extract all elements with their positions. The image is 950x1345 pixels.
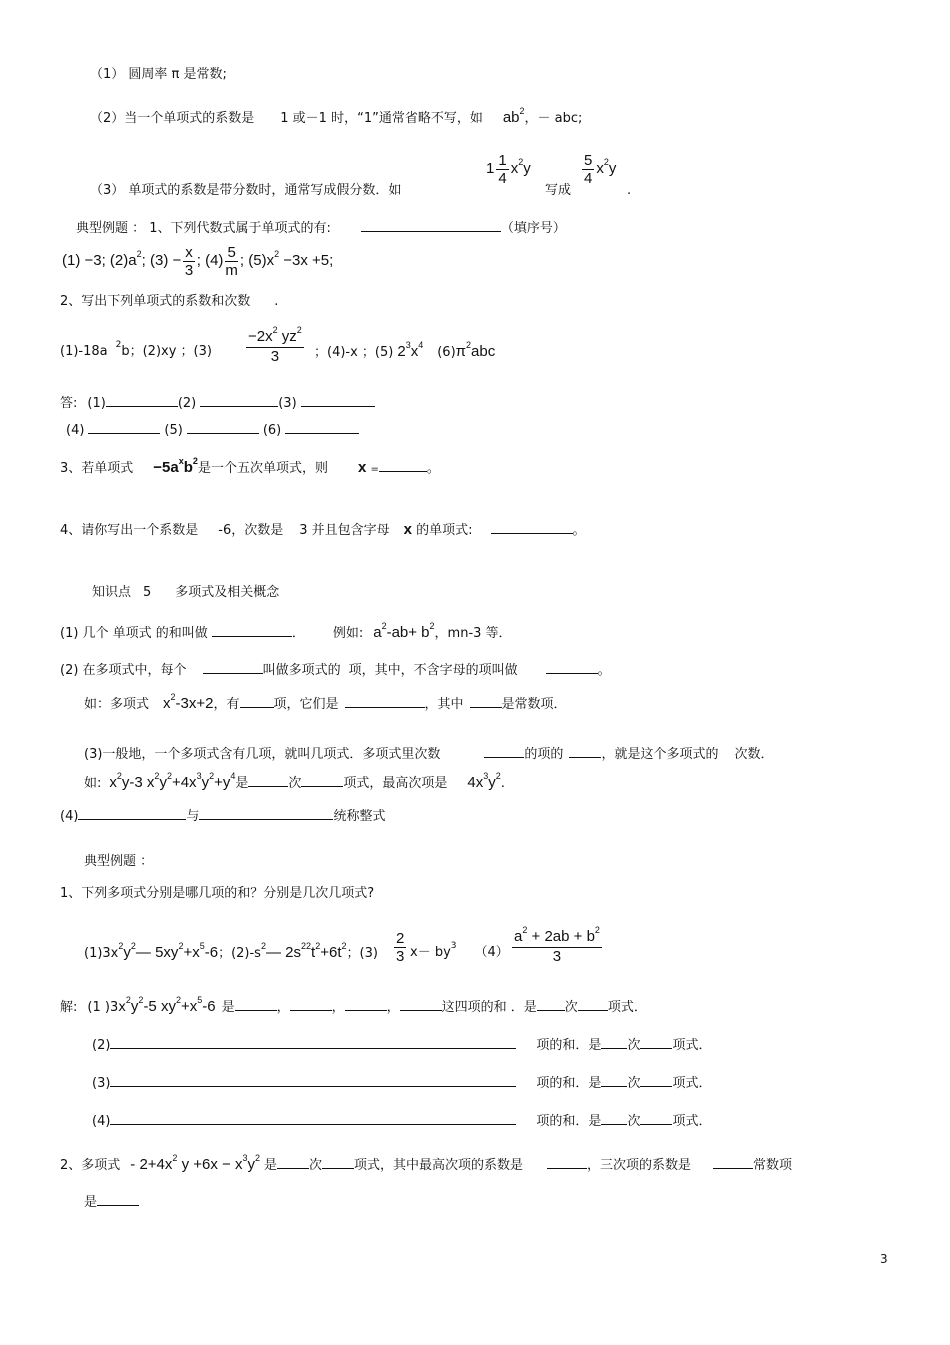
example-4: 4、请你写出一个系数是 -6，次数是 3 并且包含字母 x 的单项式: 。 [60,521,586,538]
solution-1-prefix: (1 )3x [87,1000,126,1015]
poly-def-2-example: 如：多项式 $x^2-3x+2$，有 项，它们是 ，其中 是常数项． [84,692,567,712]
poly-2-text-b: 叫做多项式的 [262,663,341,678]
example-5-items: $(1)3x^2y^2—$ $5xy^2+x^5-6$；$(2)-s^2—$ $2s^{22}t^2+6t^2$；(3) [84,941,378,961]
poly-1-end: ，mn-3 等． [434,626,512,641]
solution-row-4 [92,1110,711,1131]
example-4-text-a: 4、请你写出一个系数是 [60,523,199,538]
q2-text-a: 2、多项式 [60,1158,121,1173]
poly-3e-text-d: 项式，最高次项是 [343,776,448,791]
poly-2-text-c: 项，其中，不含字母的项叫做 [348,663,518,678]
answer-5-blank[interactable] [187,419,259,434]
solution-1-is: 是 [221,1000,235,1015]
poly-2e-text-d: ，其中 [424,697,464,712]
example-ab2: $ab^2$ [502,106,525,126]
poly-3-text-d: 次数． [734,747,774,762]
poly-def-4 [60,805,385,826]
example-2-title-text: 2、写出下列单项式的系数和次数 [60,294,251,309]
sol-3-blank-terms[interactable] [640,1072,672,1087]
page-number: 3 [880,1252,888,1266]
q2-text-c: 次 [309,1158,323,1173]
solution-row-4-label: (4) [92,1114,111,1129]
kp-title: 多项式及相关概念 [175,585,280,600]
sol-3-end: 项式． [672,1076,712,1091]
example-2-items: (1)-18a $^2$b；(2)xy ；(3) [60,340,212,359]
q1-item-4-fraction: $\frac{a^2 + 2ab + b^2}{3}$ [514,925,600,965]
q2-blank-degree[interactable] [277,1154,309,1169]
answer-4-label: (4) [66,423,85,438]
sol-3-ci: 次 [627,1076,641,1091]
poly-2e-text-c: 项，它们是 [273,697,339,712]
answer-4-blank[interactable] [88,419,160,434]
poly-4-text-a: (4) [60,809,79,824]
example-1-items: (1) −3; $(2)a^2$; (3) − $\frac{x}{3}$ ; (4) $\frac{5}{m}$ ; $(5)x^2 -3x +5$; [62,244,334,279]
poly-def-3 [84,743,773,764]
sol-4-blank-degree[interactable] [601,1110,627,1125]
example-3: 3、若单项式 $-5a^xb^2$是一个五次单项式，则 x = 。 [60,456,440,476]
example-4-blank[interactable] [491,519,573,534]
example-4-text-b: -6，次数是 [218,523,284,538]
solution-row-2-label: (2) [92,1038,111,1053]
fill-order-hint: （填序号） [500,221,566,236]
poly-4-blank-1[interactable] [78,805,186,820]
poly-1-blank[interactable] [212,622,292,637]
solution-1-ci: 次 [564,1000,578,1015]
poly-3e-blank-2[interactable] [301,772,343,787]
q2-text-d: 项式，其中最高次项的系数是 [354,1158,524,1173]
sol-2-mid: 项的和．是 [536,1038,602,1053]
poly-4-blank-2[interactable] [199,805,333,820]
sol-4-blank-terms[interactable] [640,1110,672,1125]
sol-2-end: 项式． [672,1038,712,1053]
poly-2e-blank-3[interactable] [470,693,502,708]
poly-2-text-a: (2) 在多项式中，每个 [60,663,187,678]
example-4-text-d: 的单项式: [416,523,473,538]
solution-row-2 [92,1034,711,1055]
sol-1-blank-c[interactable] [345,996,387,1011]
solution-1-text: 这四项的和 ．是 [441,1000,537,1015]
answer-2-blank[interactable] [200,392,278,407]
sol-2-blank-terms[interactable] [640,1034,672,1049]
solution-label: 解: [60,1000,78,1015]
knowledge-point-5 [92,584,279,602]
poly-1-dot: ． [291,626,305,641]
poly-def-1: (1) 几个 单项式 的和叫做 ． 例如: $a^2-ab+ b^2$，mn-3 等． [60,621,512,641]
q1-item-2-prefix: ；(2)-s [218,946,261,961]
example-3-text-b: 是一个五次单项式，则 [197,461,328,476]
q1-item-3-text: x－ by [410,945,451,960]
poly-3-text-b: 的项的 [524,747,564,762]
q1-item-1-prefix: (1)3x [84,946,119,961]
item-6: (6) [437,345,456,360]
note-3-part-a: （3） 单项式的系数是带分数时，通常写成假分数．如 [90,183,402,198]
answer-1-label: (1) [87,396,106,411]
sol-2-ci: 次 [627,1038,641,1053]
sol-2-blank-degree[interactable] [601,1034,627,1049]
q2-text-e: ，三次项的系数是 [587,1158,692,1173]
q1-item-3-fraction: $\frac{2}{3}$ [396,930,405,965]
example-4-end: 。 [572,523,586,538]
answer-blank[interactable] [361,217,501,232]
note-mixed-number [90,182,401,200]
answer-6-blank[interactable] [285,419,359,434]
q1-item-3-prefix: ；(3) [346,946,378,961]
sol-3-blank-degree[interactable] [601,1072,627,1087]
sol-4-mid: 项的和．是 [536,1114,602,1129]
q2-text-g: 是 [84,1195,98,1210]
poly-3-blank-2[interactable] [569,743,601,758]
sol-1-blank-b[interactable] [290,996,332,1011]
mixed-fraction-example: 1 $\frac{1}{4}$ $x^2y$ [486,152,531,187]
note-2-part-a: （2）当一个单项式的系数是 [90,111,255,126]
solution-row-3-label: (3) [92,1076,111,1091]
answer-3-label: (3) [278,396,297,411]
poly-3e-text-b: 是 [235,776,249,791]
item-1: (1)-18a [60,344,108,359]
q1-item-4-prefix: （4） [474,945,509,960]
note-pi-constant: （1） 圆周率 π 是常数; [90,67,227,82]
sol-3-mid: 项的和．是 [536,1076,602,1091]
item-4-5: ；(4)-x ；(5) [314,345,394,360]
example-1-title [76,217,566,238]
poly-3-text-a: (3)一般地，一个多项式含有几项，就叫几项式．多项式里次数 [84,747,441,762]
example-5-title: 典型例题 ： [84,854,154,869]
q2-blank-coef-high[interactable] [547,1154,587,1169]
poly-2e-text-a: 如：多项式 [84,697,150,712]
item-2-3: b；(2)xy ；(3) [121,344,212,359]
sol-3-blank[interactable] [110,1072,516,1087]
example-5-question-1: 1、下列多项式分别是哪几项的和？分别是几次几项式? [60,886,375,901]
poly-def-3-example: 如: $x^2y-3$ $x^2y^2+4x^3y^2+y^4$是 次 项式，最高次项是 $4x^3y^2$. [84,771,505,791]
poly-2e-blank-1[interactable] [240,693,274,708]
example-2-answers-row2 [66,419,359,440]
poly-4-text-b: 与 [186,809,200,824]
example-2-answers-row1 [60,392,375,413]
poly-3-text-c: ，就是这个多项式的 [601,747,719,762]
poly-3-blank-1[interactable] [484,743,524,758]
answer-5-label: (5) [164,423,183,438]
kp-number: 5 [143,585,152,600]
note-2-part-c: ，－ abc; [524,111,583,126]
sol-4-ci: 次 [627,1114,641,1129]
sol-2-blank[interactable] [110,1034,516,1049]
q1-item-3-rest: $x- by^3$ （4） [410,941,509,960]
poly-def-2 [60,659,611,680]
poly-2e-blank-2[interactable] [345,693,425,708]
answer-label: 答: [60,396,78,411]
improper-fraction-example: $\frac{5}{4}$ $x^2y$ [584,152,617,187]
example-1-title-text: 典型例题 ： 1、下列代数式属于单项式的有: [76,221,331,236]
sol-1-blank-d[interactable] [400,996,442,1011]
kp-label: 知识点 [92,585,132,600]
poly-3e-text-c: 次 [288,776,302,791]
example-3-end: 。 [426,461,440,476]
answer-1-blank[interactable] [106,392,178,407]
fraction-monomial: $\frac{-2x^2 yz^2}{3}$ [248,325,302,365]
example-3-text-a: 3、若单项式 [60,461,134,476]
solution-row-1: 解: (1 )$3x^2y^2-5$ $xy^2+x^5-6$ 是 ， ， ， 这四项的和 ．是 次 项式． [60,995,647,1015]
poly-4-text-c: 统称整式 [333,809,386,824]
note-2-part-b: 1 或－1 时，“1”通常省略不写，如 [280,111,483,126]
example-2-title [60,293,278,311]
poly-2-blank-1[interactable] [203,659,263,674]
sol-4-end: 项式． [672,1114,712,1129]
sol-1-blank-degree[interactable] [537,996,565,1011]
note-coefficient-one [90,106,583,128]
solution-row-3 [92,1072,711,1093]
answer-6-label: (6) [262,423,282,438]
answer-2-label: (2) [177,396,197,411]
answer-3-blank[interactable] [301,392,375,407]
q2-text-b: 是 [263,1158,277,1173]
sol-4-blank[interactable] [110,1110,516,1125]
q2-text-f: 常数项 [753,1158,793,1173]
poly-3e-blank-1[interactable] [248,772,288,787]
example-2-dot: . [274,294,279,309]
solution-1-end: 项式． [607,1000,647,1015]
poly-2-end: 。 [597,663,611,678]
sol-1-blank-terms[interactable] [578,996,608,1011]
monomial-5axb2: $-5a^xb^2$ [153,456,198,476]
poly-2-blank-2[interactable] [546,659,598,674]
poly-2e-text-b: ，有 [213,697,240,712]
example-2-items-rest: ；(4)-x ；(5) $2^3x^4$ $(6)\pi^2abc$ [314,340,496,360]
poly-1-example: 例如: [332,626,364,641]
poly-3e-text-a: 如: [84,776,102,791]
q2-blank-terms[interactable] [322,1154,354,1169]
note-3-part-b: 写成 [545,183,572,198]
poly-1-text: (1) 几个 单项式 的和叫做 [60,626,208,641]
example-5-question-2-cont [84,1191,139,1212]
q2-blank-coef-cubic[interactable] [713,1154,753,1169]
example-3-blank[interactable] [379,457,427,472]
note-3-period: . [627,183,632,198]
example-4-text-c: 3 并且包含字母 [299,523,390,538]
q2-blank-constant[interactable] [97,1191,139,1206]
sol-1-blank-a[interactable] [235,996,277,1011]
poly-2e-text-e: 是常数项． [501,697,567,712]
example-5-question-2: 2、多项式 - $2+4x^2$ $y +6x - x^3y^2$ 是 次 项式，其中最高次项的系数是 ，三次项的系数是 常数项 [60,1153,793,1173]
